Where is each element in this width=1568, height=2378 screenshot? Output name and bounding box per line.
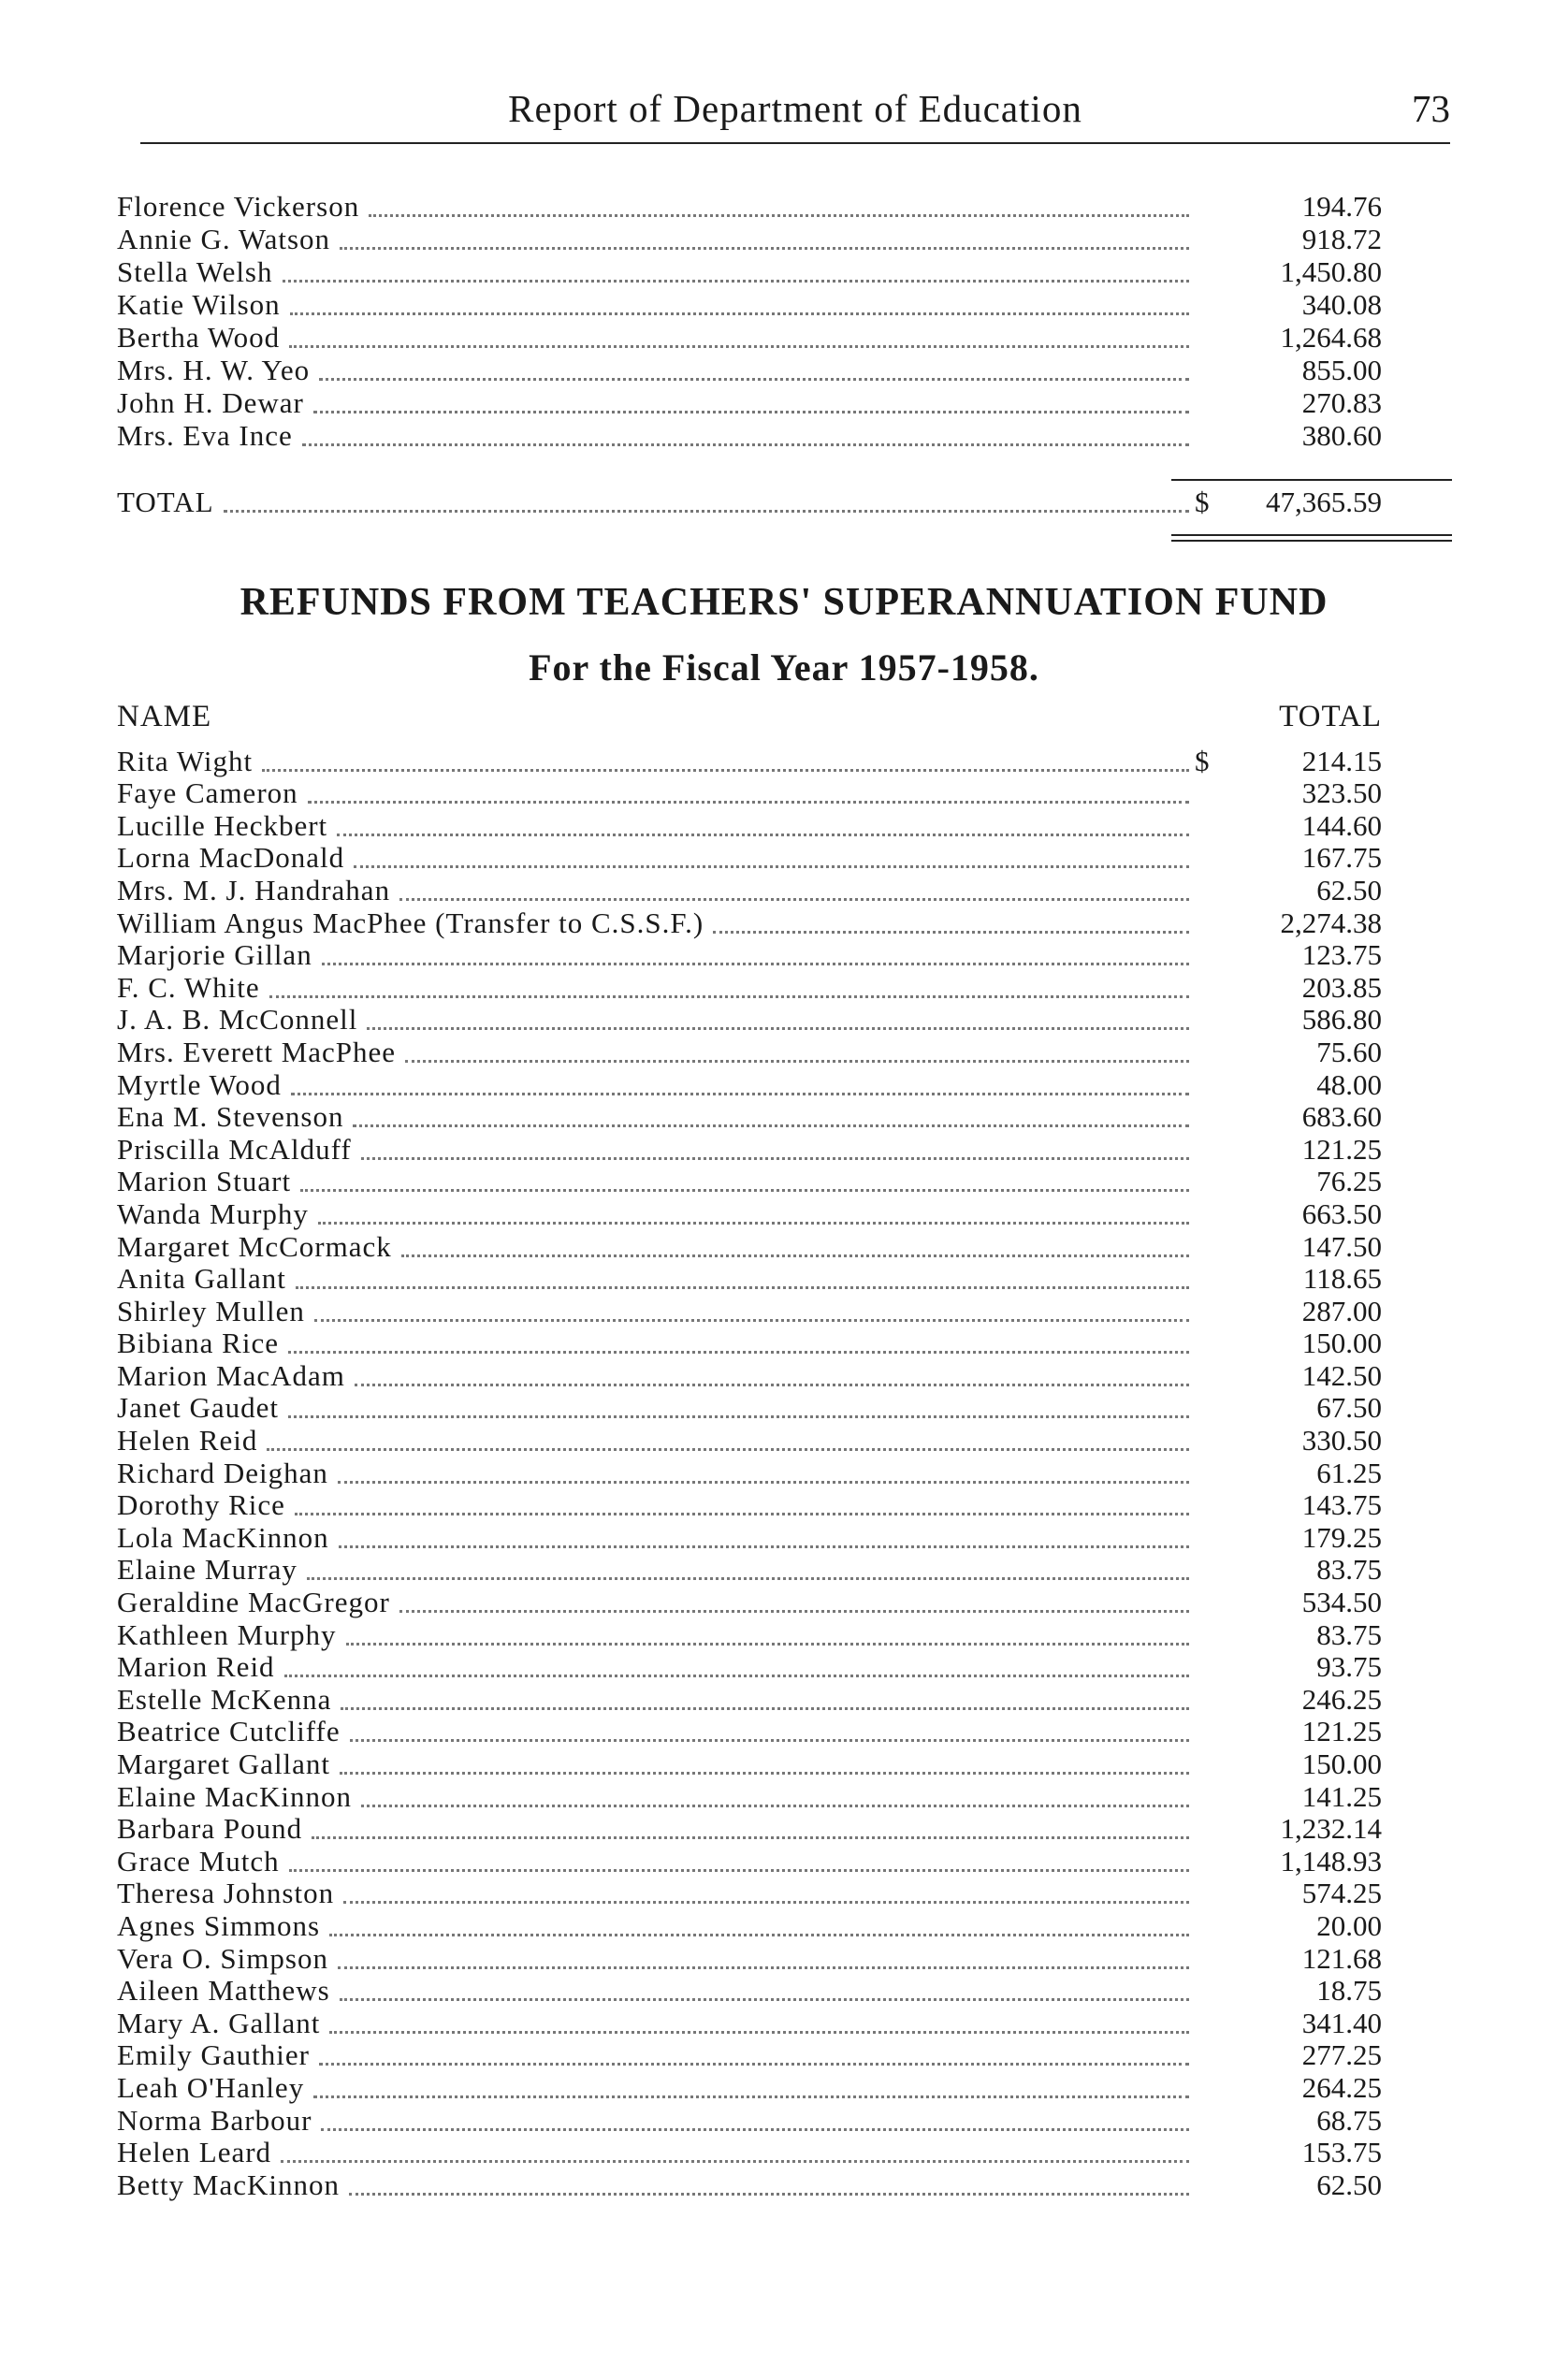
list-item — [117, 1748, 1382, 1781]
total-rule — [1171, 479, 1452, 481]
list-item-amount: 147.50 — [1301, 1229, 1382, 1263]
list-item — [117, 355, 1382, 387]
list-item-name: Estelle McKenna — [117, 1682, 332, 1716]
list-item-amount: 1,264.68 — [1280, 321, 1382, 354]
list-item — [117, 843, 1382, 876]
list-item-amount: 121.25 — [1301, 1132, 1382, 1166]
leader-dots — [337, 834, 1189, 836]
list-item — [117, 940, 1382, 973]
list-item-name: Kathleen Murphy — [117, 1617, 337, 1651]
leader-dots — [367, 1027, 1189, 1030]
leader-dots — [322, 963, 1189, 965]
leader-dots — [340, 1772, 1189, 1775]
leader-dots — [290, 312, 1189, 315]
column-header-name: NAME — [117, 700, 212, 733]
list-item — [117, 1490, 1382, 1523]
list-item-name: Shirley Mullen — [117, 1294, 305, 1327]
list-item-name: Myrtle Wood — [117, 1067, 282, 1101]
list-item-name: Helen Reid — [117, 1424, 258, 1457]
list-item — [117, 2040, 1382, 2073]
list-item-name: Priscilla McAlduff — [117, 1132, 352, 1166]
leader-dots — [224, 510, 1189, 513]
list-item-amount: 1,450.80 — [1280, 255, 1382, 288]
list-item-amount: 150.00 — [1301, 1327, 1382, 1360]
list-item — [117, 1005, 1382, 1037]
list-item — [117, 1360, 1382, 1393]
list-item — [117, 2169, 1382, 2202]
list-item — [117, 289, 1382, 322]
list-item-name: Leah O'Hanley — [117, 2070, 305, 2104]
list-item-name: Mrs. Eva Ince — [117, 419, 293, 452]
list-item — [117, 1684, 1382, 1717]
list-item-amount: 341.40 — [1301, 2006, 1382, 2039]
leader-dots — [313, 2095, 1189, 2098]
list-item-amount: 68.75 — [1316, 2103, 1382, 2137]
list-item-amount: 167.75 — [1301, 841, 1382, 875]
list-item-amount: 340.08 — [1301, 288, 1382, 321]
list-item-amount: 142.50 — [1301, 1358, 1382, 1392]
list-item-name: Vera O. Simpson — [117, 1941, 328, 1975]
list-item-amount: 1,232.14 — [1280, 1812, 1382, 1846]
list-item-name: Grace Mutch — [117, 1844, 280, 1878]
list-item-amount: 118.65 — [1302, 1262, 1382, 1296]
list-item — [117, 1231, 1382, 1264]
list-item-name: Margaret McCormack — [117, 1229, 392, 1263]
list-item — [117, 1393, 1382, 1426]
list-item — [117, 2105, 1382, 2138]
list-item-name: Stella Welsh — [117, 255, 273, 288]
list-item-name: Mrs. M. J. Handrahan — [117, 873, 391, 906]
leader-dots — [267, 1448, 1189, 1451]
list-item-amount: 194.76 — [1301, 190, 1382, 223]
list-item — [117, 907, 1382, 940]
leader-dots — [405, 1060, 1189, 1063]
list-item-amount: 1,148.93 — [1280, 1844, 1382, 1878]
list-item-amount: 83.75 — [1316, 1553, 1382, 1587]
page-header-title: Report of Department of Education — [508, 87, 1082, 130]
refund-list — [117, 746, 1382, 2202]
list-item-amount: 76.25 — [1316, 1165, 1382, 1198]
leader-dots — [283, 280, 1189, 283]
list-item — [117, 1878, 1382, 1911]
list-item-name: Janet Gaudet — [117, 1391, 279, 1425]
leader-dots — [329, 1934, 1189, 1936]
list-item-amount: 83.75 — [1316, 1617, 1382, 1651]
list-item — [117, 1069, 1382, 1102]
leader-dots — [399, 1610, 1189, 1613]
list-item — [117, 1457, 1382, 1490]
list-item — [117, 1943, 1382, 1976]
list-item — [117, 1619, 1382, 1652]
list-item-name: Katie Wilson — [117, 288, 281, 321]
list-item-amount: 121.68 — [1301, 1941, 1382, 1975]
list-item-name: Agnes Simmons — [117, 1908, 321, 1942]
list-item-name: Elaine Murray — [117, 1553, 298, 1587]
list-item-name: Norma Barbour — [117, 2103, 312, 2137]
leader-dots — [281, 2160, 1189, 2163]
leader-dots — [401, 1254, 1189, 1257]
list-item-name: Beatrice Cutcliffe — [117, 1715, 341, 1748]
list-item-name: Helen Leard — [117, 2136, 272, 2169]
list-item — [117, 1846, 1382, 1878]
list-item — [117, 1555, 1382, 1588]
list-item-name: Marion Reid — [117, 1650, 275, 1684]
leader-dots — [302, 443, 1189, 446]
list-item-name: Bibiana Rice — [117, 1327, 279, 1360]
list-item — [117, 1328, 1382, 1361]
list-item-name: Aileen Matthews — [117, 1974, 330, 2008]
list-item-amount: 918.72 — [1301, 223, 1382, 255]
leader-dots — [288, 1351, 1189, 1354]
list-item-name: William Angus MacPhee (Transfer to C.S.S.F.) — [117, 906, 704, 939]
list-item-name: Bertha Wood — [117, 321, 281, 354]
list-item-amount: 67.50 — [1316, 1391, 1382, 1425]
total-double-rule — [1171, 540, 1452, 542]
list-item — [117, 810, 1382, 843]
list-item — [117, 1522, 1382, 1555]
list-item — [117, 1296, 1382, 1328]
list-item — [117, 875, 1382, 907]
leader-dots — [312, 1836, 1189, 1839]
list-item — [117, 1102, 1382, 1135]
section-title: REFUNDS FROM TEACHERS' SUPERANNUATION FUND — [240, 581, 1328, 624]
list-item — [117, 1167, 1382, 1199]
list-item — [117, 746, 1382, 778]
list-item-name: Faye Cameron — [117, 776, 298, 810]
leader-dots — [353, 1124, 1189, 1127]
list-item-amount: 270.83 — [1301, 386, 1382, 419]
list-item-amount: 380.60 — [1301, 419, 1382, 452]
list-item-amount: 61.25 — [1316, 1456, 1382, 1489]
leader-dots — [361, 1805, 1189, 1807]
leader-dots — [340, 1998, 1189, 2001]
leader-dots — [713, 931, 1189, 934]
list-item — [117, 2008, 1382, 2040]
list-item — [117, 420, 1382, 453]
leader-dots — [354, 865, 1189, 868]
list-item-amount: 121.25 — [1301, 1715, 1382, 1748]
list-item-amount: 534.50 — [1301, 1586, 1382, 1619]
list-item-amount: 586.80 — [1301, 1003, 1382, 1037]
list-item-amount: 246.25 — [1301, 1682, 1382, 1716]
list-item-name: Rita Wight — [117, 744, 254, 777]
list-item-amount: 144.60 — [1301, 808, 1382, 842]
page-number: 73 — [1412, 87, 1450, 130]
leader-dots — [361, 1157, 1189, 1160]
list-item-amount: 143.75 — [1301, 1488, 1382, 1522]
leader-dots — [343, 1901, 1189, 1904]
list-item-amount: 214.15 — [1301, 744, 1382, 777]
list-item-amount: 574.25 — [1301, 1877, 1382, 1910]
list-item — [117, 191, 1382, 224]
list-item-amount: 287.00 — [1301, 1294, 1382, 1327]
leader-dots — [313, 411, 1189, 413]
leader-dots — [339, 1545, 1189, 1548]
column-header-total: TOTAL — [1279, 700, 1382, 733]
leader-dots — [300, 1189, 1189, 1192]
list-item-name: Margaret Gallant — [117, 1747, 331, 1780]
list-item — [117, 2072, 1382, 2105]
list-item-amount: 2,274.38 — [1280, 906, 1382, 939]
list-item — [117, 1814, 1382, 1847]
total-double-rule — [1171, 534, 1452, 536]
list-item-currency: $ — [1195, 744, 1210, 777]
list-item-name: Theresa Johnston — [117, 1877, 335, 1910]
leader-dots — [319, 378, 1189, 381]
list-item — [117, 1134, 1382, 1167]
list-item — [117, 387, 1382, 420]
leader-dots — [350, 1739, 1189, 1742]
list-item-amount: 277.25 — [1301, 2038, 1382, 2072]
leader-dots — [262, 769, 1189, 772]
list-item — [117, 1198, 1382, 1231]
list-item-amount: 323.50 — [1301, 776, 1382, 810]
leader-dots — [295, 1513, 1189, 1515]
list-item-amount: 123.75 — [1301, 938, 1382, 972]
leader-dots — [318, 1222, 1189, 1225]
list-item-name: Lola MacKinnon — [117, 1520, 329, 1554]
leader-dots — [329, 2031, 1189, 2034]
leader-dots — [369, 214, 1189, 217]
total-amount: 47,365.59 — [1266, 486, 1382, 518]
list-item-name: Betty MacKinnon — [117, 2168, 340, 2201]
list-item-name: Barbara Pound — [117, 1812, 303, 1846]
list-item-name: Lucille Heckbert — [117, 808, 328, 842]
list-item-name: Lorna MacDonald — [117, 841, 345, 875]
list-item-name: Anita Gallant — [117, 1262, 286, 1296]
list-item-name: Elaine MacKinnon — [117, 1779, 353, 1813]
list-item-amount: 18.75 — [1316, 1974, 1382, 2008]
list-item-amount: 62.50 — [1316, 873, 1382, 906]
leader-dots — [289, 345, 1189, 348]
list-item-name: Geraldine MacGregor — [117, 1586, 390, 1619]
list-item-name: Mrs. H. W. Yeo — [117, 354, 311, 386]
prior-total-row — [117, 486, 1382, 519]
leader-dots — [355, 1384, 1189, 1386]
leader-dots — [284, 1675, 1189, 1677]
list-item — [117, 256, 1382, 289]
list-item-name: F. C. White — [117, 970, 260, 1004]
list-item-amount: 683.60 — [1301, 1100, 1382, 1134]
leader-dots — [308, 801, 1189, 804]
list-item-amount: 153.75 — [1301, 2136, 1382, 2169]
list-item-name: Ena M. Stevenson — [117, 1100, 344, 1134]
list-item — [117, 778, 1382, 811]
list-item — [117, 1717, 1382, 1749]
list-item-amount: 20.00 — [1316, 1908, 1382, 1942]
list-item — [117, 972, 1382, 1005]
list-item-amount: 141.25 — [1301, 1779, 1382, 1813]
list-item-name: Richard Deighan — [117, 1456, 328, 1489]
leader-dots — [307, 1577, 1189, 1580]
leader-dots — [296, 1286, 1189, 1289]
list-item — [117, 1037, 1382, 1069]
total-label: TOTAL — [117, 486, 214, 518]
leader-dots — [349, 2193, 1189, 2196]
leader-dots — [338, 1966, 1189, 1969]
list-item-name: Marion Stuart — [117, 1165, 292, 1198]
total-currency: $ — [1195, 486, 1210, 518]
leader-dots — [341, 1707, 1189, 1710]
leader-dots — [289, 1869, 1189, 1872]
list-item-amount: 203.85 — [1301, 970, 1382, 1004]
list-item — [117, 1264, 1382, 1297]
prior-refund-list — [117, 191, 1382, 453]
leader-dots — [269, 995, 1189, 998]
list-item — [117, 224, 1382, 256]
leader-dots — [346, 1643, 1189, 1646]
page-header — [140, 86, 1450, 144]
list-item — [117, 1425, 1382, 1457]
list-item-amount: 855.00 — [1301, 354, 1382, 386]
list-item-amount: 93.75 — [1316, 1650, 1382, 1684]
list-item-name: Mary A. Gallant — [117, 2006, 321, 2039]
list-item-amount: 330.50 — [1301, 1424, 1382, 1457]
leader-dots — [291, 1093, 1189, 1095]
list-item-amount: 150.00 — [1301, 1747, 1382, 1780]
section-subtitle: For the Fiscal Year 1957-1958. — [529, 646, 1039, 689]
list-item-name: Wanda Murphy — [117, 1196, 309, 1230]
list-item-name: J. A. B. McConnell — [117, 1003, 358, 1037]
leader-dots — [340, 247, 1189, 250]
list-item — [117, 322, 1382, 355]
list-item-amount: 62.50 — [1316, 2168, 1382, 2201]
list-item-name: Florence Vickerson — [117, 190, 360, 223]
list-item-name: John H. Dewar — [117, 386, 304, 419]
list-item-name: Emily Gauthier — [117, 2038, 310, 2072]
list-item-name: Annie G. Watson — [117, 223, 331, 255]
list-item — [117, 1976, 1382, 2008]
leader-dots — [319, 2063, 1189, 2066]
list-item — [117, 1781, 1382, 1814]
leader-dots — [338, 1481, 1189, 1484]
list-item-amount: 179.25 — [1301, 1520, 1382, 1554]
list-item — [117, 1910, 1382, 1943]
list-item-amount: 48.00 — [1316, 1067, 1382, 1101]
list-item-name: Dorothy Rice — [117, 1488, 285, 1522]
list-item-name: Mrs. Everett MacPhee — [117, 1035, 397, 1068]
list-item-amount: 75.60 — [1316, 1035, 1382, 1068]
list-item-name: Marjorie Gillan — [117, 938, 312, 972]
list-item — [117, 2138, 1382, 2170]
list-item — [117, 1587, 1382, 1619]
list-item — [117, 1652, 1382, 1685]
list-item-amount: 663.50 — [1301, 1196, 1382, 1230]
leader-dots — [399, 898, 1189, 901]
leader-dots — [314, 1319, 1189, 1322]
leader-dots — [288, 1415, 1189, 1418]
leader-dots — [321, 2128, 1189, 2131]
list-item-name: Marion MacAdam — [117, 1358, 345, 1392]
list-item-amount: 264.25 — [1301, 2070, 1382, 2104]
